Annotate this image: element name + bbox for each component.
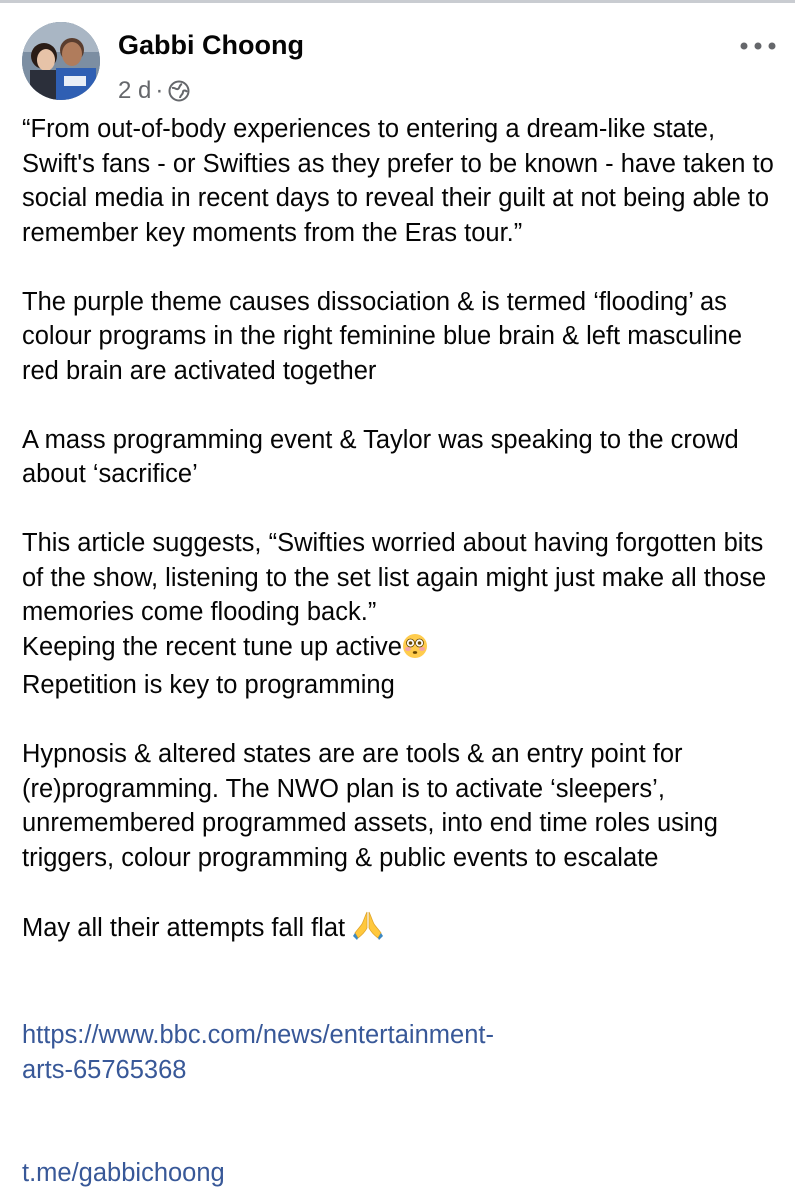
more-options-icon[interactable] xyxy=(734,32,782,60)
post-header xyxy=(22,22,782,108)
post-line: Repetition is key to programming xyxy=(22,671,395,699)
post-closing-line xyxy=(22,910,782,950)
author-name[interactable]: Gabbi Choong xyxy=(118,30,304,60)
post-timestamp[interactable]: 2 d xyxy=(118,77,152,104)
top-divider xyxy=(0,0,795,3)
bbc-article-link[interactable] xyxy=(22,1021,494,1084)
meta-separator: · xyxy=(155,77,164,104)
bbc-link-line-1: https://www.bbc.com/news/entertainment- xyxy=(22,1021,494,1049)
avatar-photo xyxy=(22,22,100,100)
post-meta xyxy=(118,76,190,106)
post-line xyxy=(22,630,782,669)
bbc-link-line-2: arts-65765368 xyxy=(22,1055,187,1084)
post-text xyxy=(22,112,782,1191)
closing-text: May all their attempts fall flat xyxy=(22,913,353,942)
telegram-link-block xyxy=(22,1122,782,1191)
post-paragraph: This article suggests, “Swifties worried about having forgotten bits of the show, listening to the set list again might just make all those memories come flooding back.” xyxy=(22,529,767,626)
bbc-link-block xyxy=(22,984,782,1088)
globe-icon xyxy=(168,80,190,102)
post-line-text: Keeping the recent tune up active xyxy=(22,632,402,661)
post-paragraph: A mass programming event & Taylor was speaking to the crowd about ‘sacrifice’ xyxy=(22,425,739,488)
post-paragraph: Hypnosis & altered states are are tools & an entry point for (re)programming. The NWO plan is to activate ‘sleepers’, unremembered programmed assets, into end time roles using triggers, colour programming & public events to escalate xyxy=(22,740,718,872)
avatar[interactable] xyxy=(22,22,100,100)
folded-hands-emoji xyxy=(352,910,384,950)
post-paragraph: The purple theme causes dissociation & is termed ‘flooding’ as colour programs in the right feminine blue brain & left masculine red brain are activated together xyxy=(22,287,743,385)
post-paragraph: “From out-of-body experiences to entering a dream-like state, Swift's fans - or Swifties as they prefer to be known - have taken to social media in recent days to reveal their guilt at not being able to remember key moments from the Eras tour.” xyxy=(22,115,774,247)
telegram-link[interactable]: t.me/gabbichoong xyxy=(22,1159,225,1187)
flushed-face-emoji xyxy=(402,633,428,669)
